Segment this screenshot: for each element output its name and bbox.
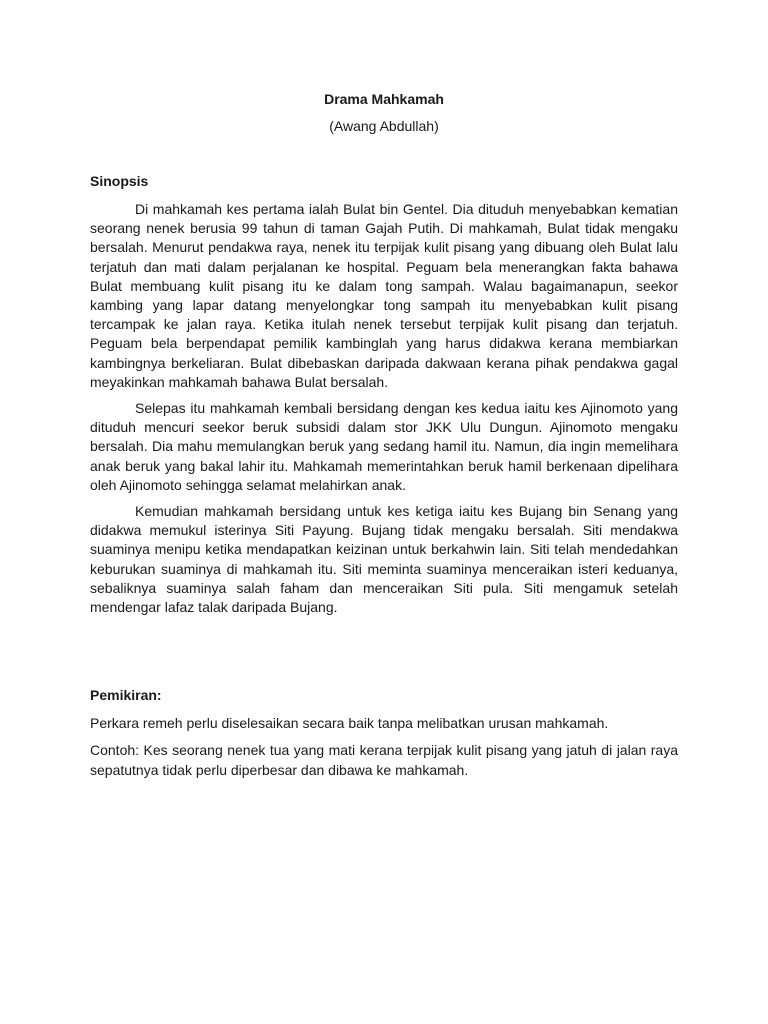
document-title: Drama Mahkamah	[324, 91, 444, 107]
pemikiran-paragraph-2: Contoh: Kes seorang nenek tua yang mati kerana terpijak kulit pisang yang jatuh di jalan raya sepatutnya tidak perlu diperbesar dan dibawa ke mahkamah.	[90, 742, 678, 778]
synopsis-paragraph-3: Kemudian mahkamah bersidang untuk kes ketiga iaitu kes Bujang bin Senang yang didakwa memukul isterinya Siti Payung. Bujang tidak mengaku bersalah. Siti mendakwa suaminya menipu ketika mendapatkan keizinan untuk berkahwin lain. Siti telah mendedahkan keburukan suaminya di mahkamah itu. Siti meminta suaminya menceraikan isteri keduanya, sebaliknya suaminya salah faham dan menceraikan Siti pula. Siti mengamuk setelah mendengar lafaz talak daripada Bujang.	[90, 503, 678, 616]
synopsis-heading: Sinopsis	[90, 173, 149, 189]
section-spacer	[90, 624, 678, 686]
synopsis-paragraph-2: Selepas itu mahkamah kembali bersidang dengan kes kedua iaitu kes Ajinomoto yang dituduh mencuri seekor beruk subsidi dalam stor JKK Ulu Dungun. Ajinomoto mengaku bersalah. Dia mahu memulangkan beruk yang sedang hamil itu. Namun, dia ingin memelihara anak beruk yang bakal lahir itu. Mahkamah memerintahkan beruk hamil berkenaan dipelihara oleh Ajinomoto sehingga selamat melahirkan anak.	[90, 400, 678, 493]
pemikiran-paragraph-1: Perkara remeh perlu diselesaikan secara baik tanpa melibatkan urusan mahkamah.	[90, 715, 609, 732]
document-author: (Awang Abdullah)	[329, 118, 439, 134]
document-page	[90, 90, 678, 788]
synopsis-paragraph-1: Di mahkamah kes pertama ialah Bulat bin Gentel. Dia dituduh menyebabkan kematian seorang nenek berusia 99 tahun di taman Gajah Putih. Di mahkamah, Bulat tidak mengaku bersalah. Menurut pendakwa raya, nenek itu terpijak kulit pisang yang dibuang oleh Bulat lalu terjatuh dan mati dalam perjalanan ke hospital. Peguam bela menerangkan fakta bahawa Bulat membuang kulit pisang itu ke dalam tong sampah. Walau bagaimanapun, seekor kambing yang lapar datang menyelongkar tong sampah itu menyebabkan kulit pisang tercampak ke jalan raya. Ketika itulah nenek tersebut terpijak kulit pisang dan terjatuh. Peguam bela berpendapat pemilik kambinglah yang harus didakwa kerana membiarkan kambingnya berkeliaran. Bulat dibebaskan daripada dakwaan kerana pihak pendakwa gagal meyakinkan mahkamah bahawa Bulat bersalah.	[90, 201, 678, 390]
pemikiran-heading: Pemikiran:	[90, 687, 162, 704]
